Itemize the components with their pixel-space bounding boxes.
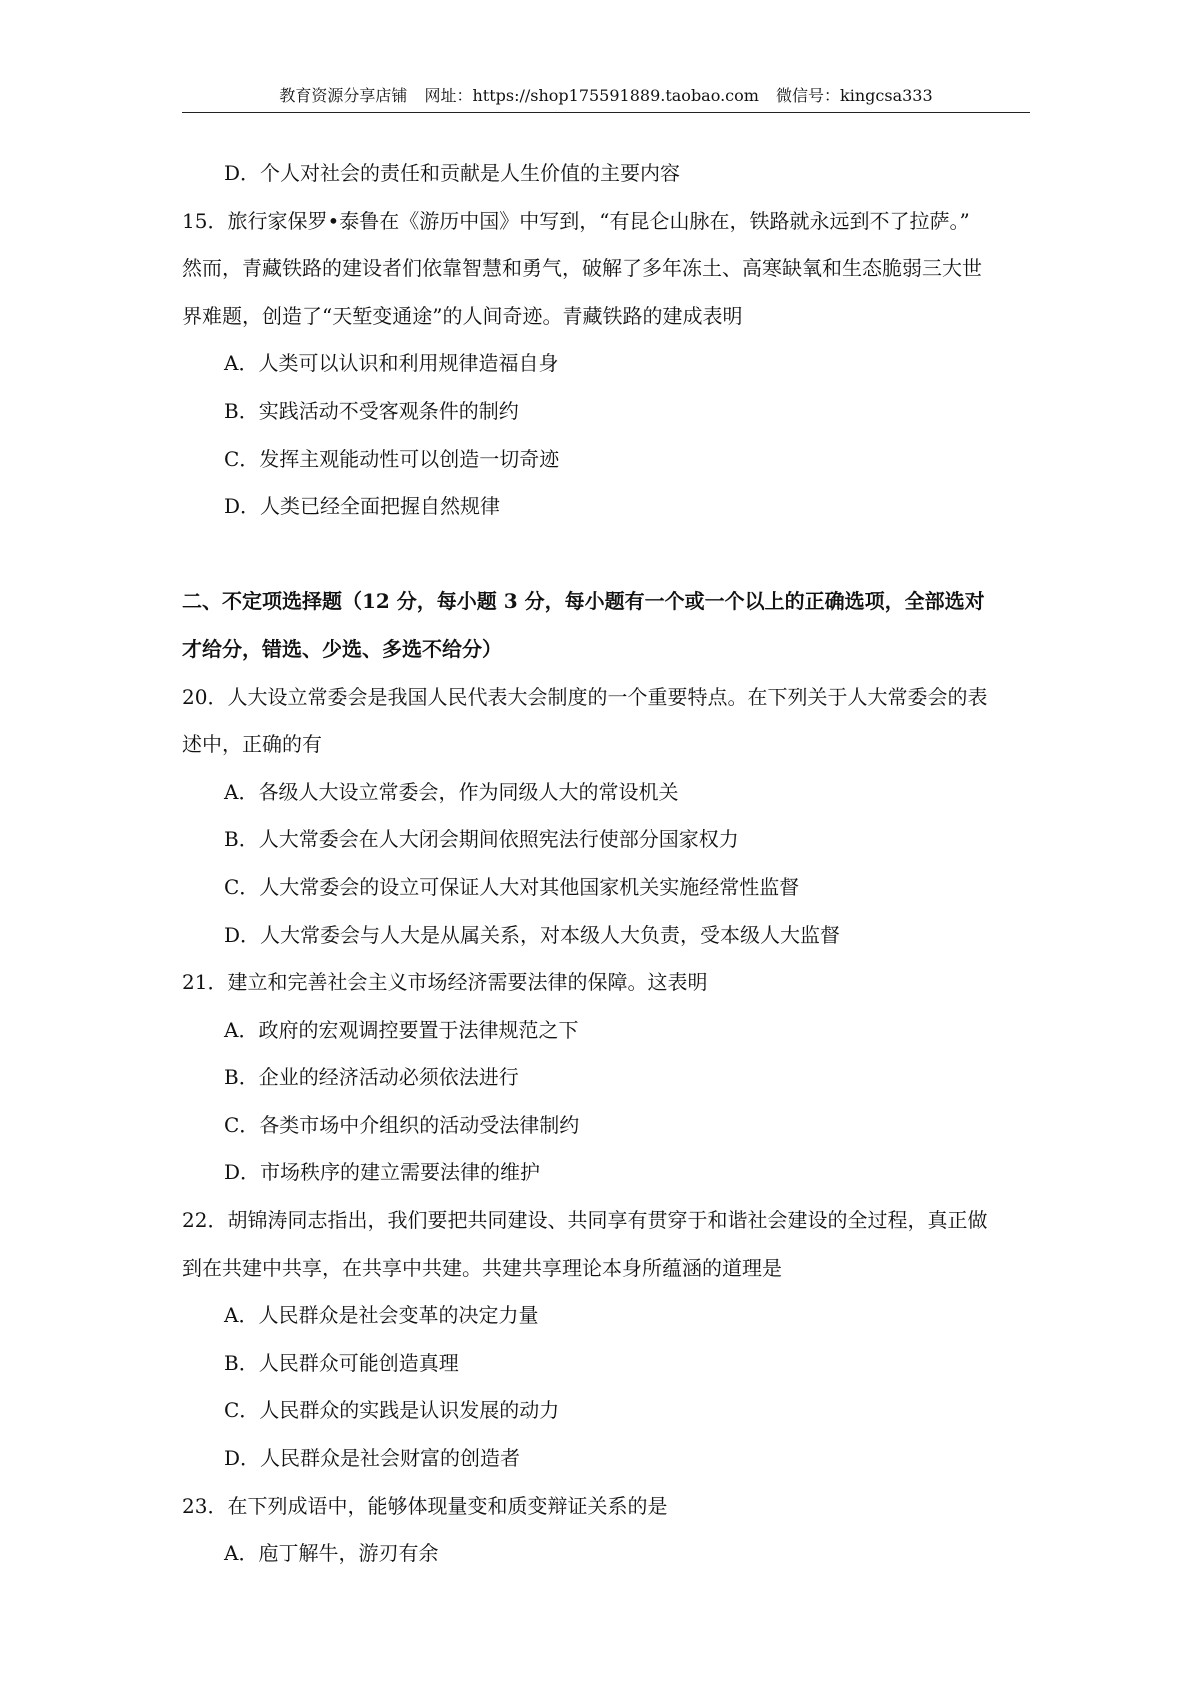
question-line: 22．胡锦涛同志指出，我们要把共同建设、共同享有贯穿于和谐社会建设的全过程，真正做	[182, 1208, 988, 1233]
header-shop: 教育资源分享店铺	[279, 86, 408, 105]
option-line: B．企业的经济活动必须依法进行	[224, 1065, 519, 1090]
option-line: C．各类市场中介组织的活动受法律制约	[224, 1112, 580, 1137]
page-header	[182, 82, 1030, 113]
header-wechat: 微信号：kingcsa333	[776, 86, 933, 105]
header-url: 网址：https://shop175591889.taobao.com	[424, 86, 759, 105]
option-line: C．人民群众的实践是认识发展的动力	[224, 1398, 560, 1423]
option-line: D．人大常委会与人大是从属关系，对本级人大负责，受本级人大监督	[224, 922, 841, 947]
question-line: 界难题，创造了“天堑变通途”的人间奇迹。青藏铁路的建成表明	[182, 303, 743, 328]
question-line: 15．旅行家保罗•泰鲁在《游历中国》中写到，“有昆仑山脉在，铁路就永远到不了拉萨。”	[182, 208, 970, 233]
section-heading: 才给分，错选、少选、多选不给分）	[182, 636, 502, 661]
option-line: B．实践活动不受客观条件的制约	[224, 398, 519, 423]
option-line: A．人类可以认识和利用规律造福自身	[224, 351, 559, 376]
option-line: A．政府的宏观调控要置于法律规范之下	[224, 1017, 579, 1042]
option-line: B．人大常委会在人大闭会期间依照宪法行使部分国家权力	[224, 827, 739, 852]
option-line: A．庖丁解牛，游刃有余	[224, 1541, 439, 1566]
question-line: 21．建立和完善社会主义市场经济需要法律的保障。这表明	[182, 970, 708, 995]
option-line: D．人类已经全面把握自然规律	[224, 494, 501, 519]
question-line: 20．人大设立常委会是我国人民代表大会制度的一个重要特点。在下列关于人大常委会的表	[182, 684, 988, 709]
option-line: C．人大常委会的设立可保证人大对其他国家机关实施经常性监督	[224, 874, 800, 899]
option-line: C．发挥主观能动性可以创造一切奇迹	[224, 446, 560, 471]
option-line: A．人民群众是社会变革的决定力量	[224, 1303, 539, 1328]
option-line: D．人民群众是社会财富的创造者	[224, 1446, 521, 1471]
option-line: B．人民群众可能创造真理	[224, 1350, 459, 1375]
question-line: 到在共建中共享，在共享中共建。共建共享理论本身所蕴涵的道理是	[182, 1255, 782, 1280]
option-line: D．个人对社会的责任和贡献是人生价值的主要内容	[224, 161, 681, 185]
question-line: 然而，青藏铁路的建设者们依靠智慧和勇气，破解了多年冻土、高寒缺氧和生态脆弱三大世	[182, 256, 982, 281]
question-line: 述中，正确的有	[182, 732, 322, 757]
section-heading: 二、不定项选择题（12 分，每小题 3 分，每小题有一个或一个以上的正确选项，全部选对	[182, 589, 985, 614]
option-line: A．各级人大设立常委会，作为同级人大的常设机关	[224, 779, 679, 804]
question-line: 23．在下列成语中，能够体现量变和质变辩证关系的是	[182, 1493, 668, 1518]
blank-line	[182, 531, 1028, 579]
document-body	[182, 150, 1028, 1578]
option-line: D．市场秩序的建立需要法律的维护	[224, 1160, 541, 1185]
